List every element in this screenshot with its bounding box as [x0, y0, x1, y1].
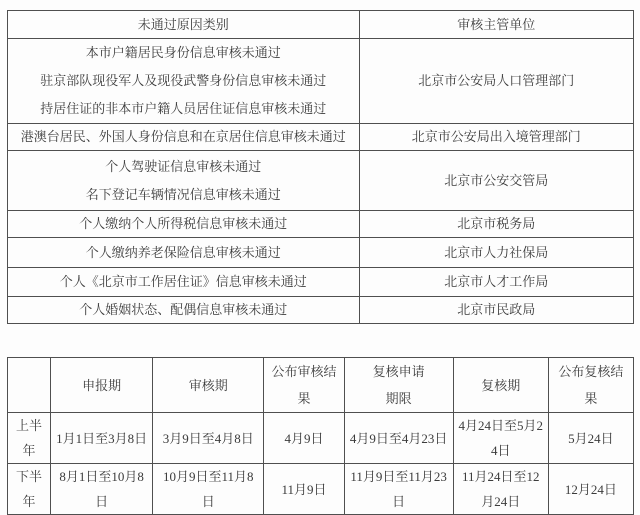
reason-cell: 个人《北京市工作居住证》信息审核未通过: [8, 268, 360, 297]
reason-line: 持居住证的非本市户籍人员居住证信息审核未通过: [40, 101, 327, 116]
table-row: [8, 413, 634, 464]
date-cell: 5月24日: [548, 413, 633, 464]
table-row: [8, 211, 634, 238]
reason-line: 驻京部队现役军人及现役武警身份信息审核未通过: [40, 73, 327, 88]
unit-cell: 北京市人力社保局: [359, 238, 633, 268]
reason-category-header: 未通过原因类别: [8, 11, 360, 39]
reason-cell: [8, 39, 360, 124]
row-label-cell: 上半年: [8, 413, 51, 464]
recheck-apply-deadline-header: [344, 358, 453, 413]
unit-cell: 北京市公安交管局: [359, 151, 633, 211]
corner-blank-cell: [8, 358, 51, 413]
schedule-header-row: [8, 358, 634, 413]
date-cell: 4月9日至4月23日: [344, 413, 453, 464]
table-row: [8, 39, 634, 124]
date-cell: 3月9日至4月8日: [153, 413, 264, 464]
table-row: [8, 151, 634, 211]
recheck-period-header: 复核期: [453, 358, 548, 413]
date-cell: 4月9日: [264, 413, 344, 464]
table-row: [8, 124, 634, 151]
declare-period-header: 申报期: [51, 358, 153, 413]
reason-cell: 个人缴纳养老保险信息审核未通过: [8, 238, 360, 268]
date-cell: 11月9日至11月23日: [344, 464, 453, 515]
date-cell: 12月24日: [548, 464, 633, 515]
unit-cell: 北京市民政局: [359, 297, 633, 324]
reason-cell: 个人缴纳个人所得税信息审核未通过: [8, 211, 360, 238]
publish-recheck-result-header: 公布复核结果: [548, 358, 633, 413]
supervising-unit-header: 审核主管单位: [359, 11, 633, 39]
header-line: 复核申请: [372, 364, 425, 379]
row-label-cell: 下半年: [8, 464, 51, 515]
date-cell: 11月9日: [264, 464, 344, 515]
table-row: [8, 268, 634, 297]
unit-cell: 北京市公安局人口管理部门: [359, 39, 633, 124]
date-cell: 1月1日至3月8日: [51, 413, 153, 464]
unit-cell: 北京市税务局: [359, 211, 633, 238]
table-row: [8, 297, 634, 324]
reason-line: 名下登记车辆情况信息审核未通过: [85, 186, 281, 202]
reason-line: 个人驾驶证信息审核未通过: [105, 158, 262, 174]
reason-line: 本市户籍居民身份信息审核未通过: [85, 45, 281, 60]
table-row: [8, 238, 634, 268]
publish-review-result-header: 公布审核结果: [264, 358, 344, 413]
date-cell: 11月24日至12月24日: [453, 464, 548, 515]
unit-cell: 北京市公安局出入境管理部门: [359, 124, 633, 151]
date-cell: 4月24日至5月24日: [453, 413, 548, 464]
reason-cell: [8, 151, 360, 211]
schedule-table: [7, 357, 634, 515]
header-line: 期限: [385, 391, 412, 406]
reason-cell: 个人婚姻状态、配偶信息审核未通过: [8, 297, 360, 324]
review-period-header: 审核期: [153, 358, 264, 413]
date-cell: 10月9日至11月8日: [153, 464, 264, 515]
unit-cell: 北京市人才工作局: [359, 268, 633, 297]
date-cell: 8月1日至10月8日: [51, 464, 153, 515]
reason-unit-table: [7, 10, 634, 324]
reason-table-header-row: [8, 11, 634, 39]
reason-cell: 港澳台居民、外国人身份信息和在京居住信息审核未通过: [8, 124, 360, 151]
